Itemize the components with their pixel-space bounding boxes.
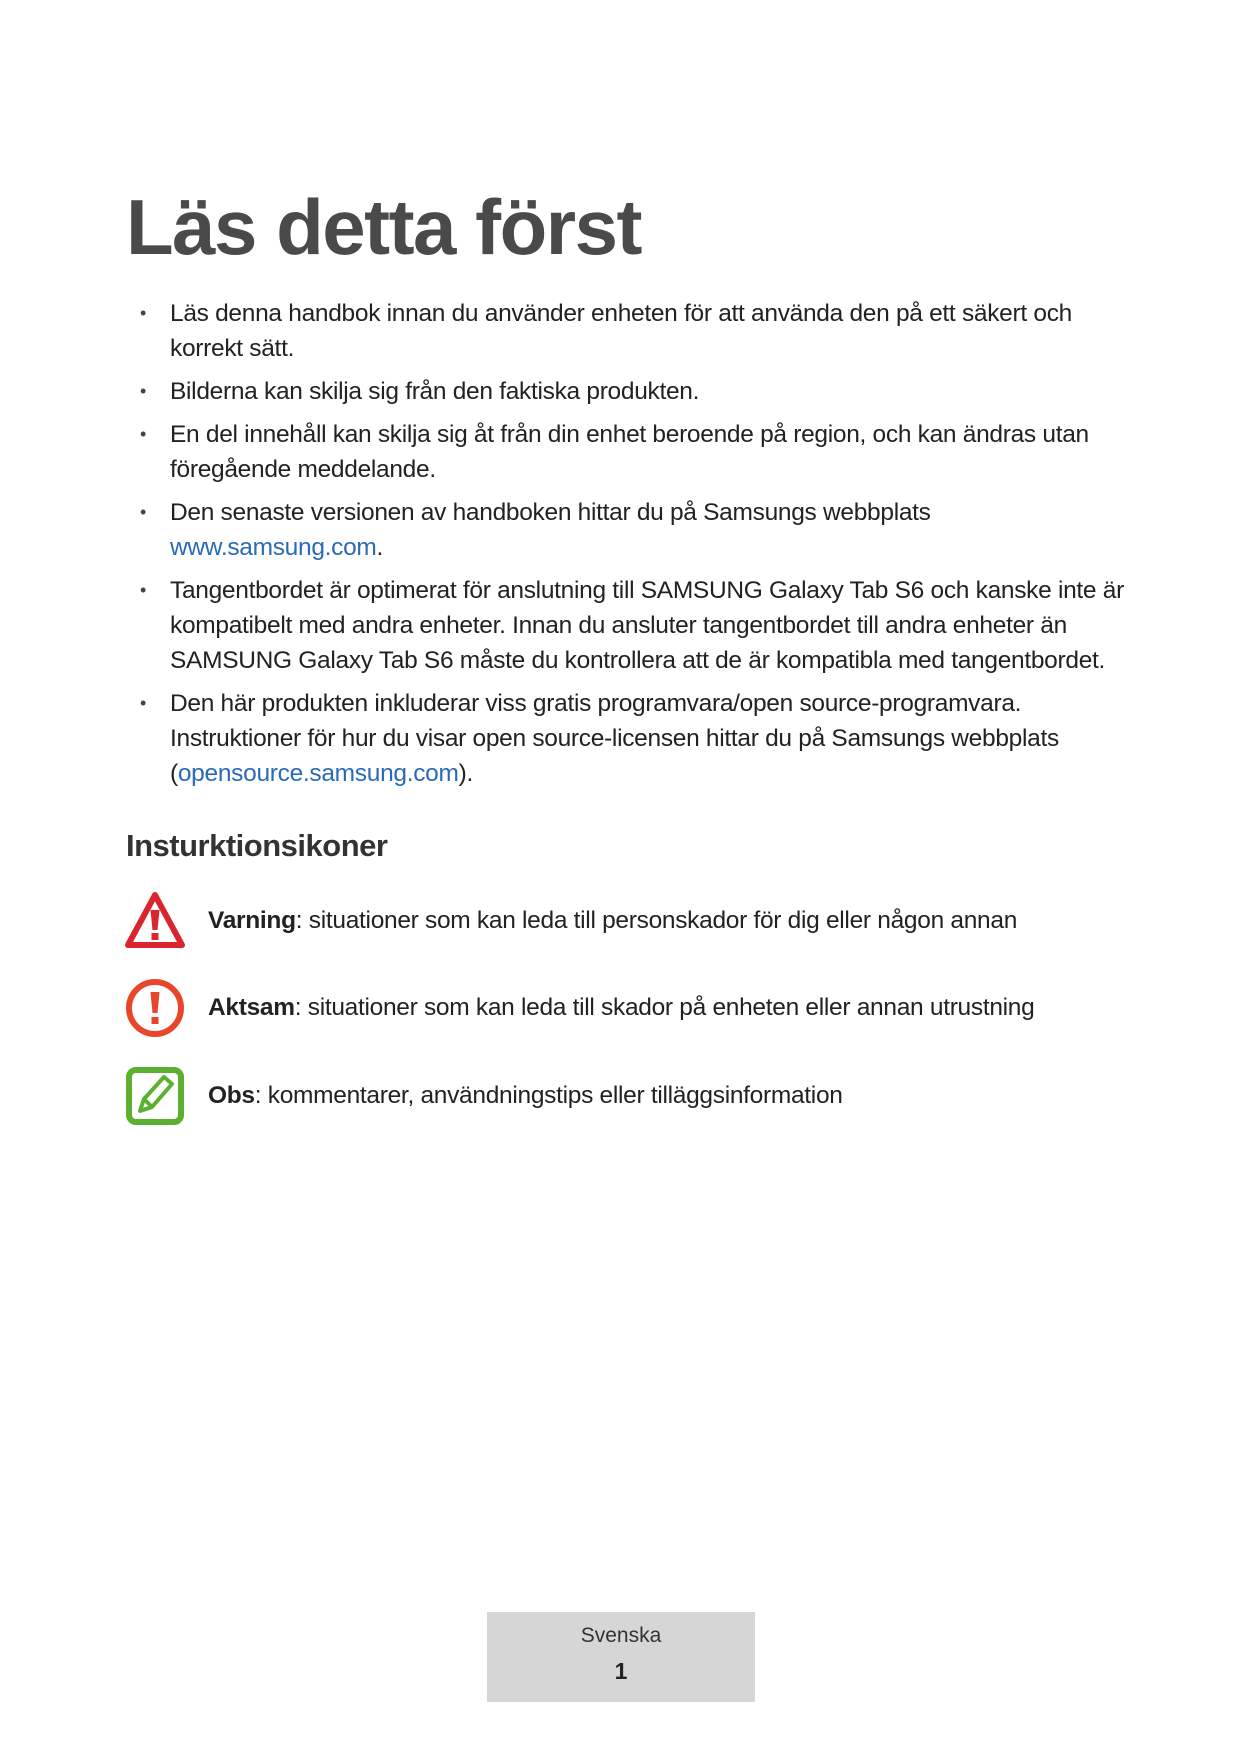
page-number: 1 [614,1658,628,1684]
caution-label: Aktsam [208,994,295,1021]
warning-row [124,890,1124,952]
bullet-icon: • [140,303,147,323]
list-item [140,495,1130,565]
bullet-text-end: . [376,534,384,561]
list-item [140,417,1130,487]
bullet-text: Bilderna kan skilja sig från den faktiska produkten. [170,378,700,405]
caution-separator: : [294,994,302,1021]
warning-description [208,907,1017,935]
list-item [140,374,1130,409]
section-heading: Insturktionsikoner [126,828,388,863]
bullet-text: Den senaste versionen av handboken hittar du på Samsungs webbplats [170,499,931,526]
caution-description [208,994,1034,1022]
page-title: Läs detta först [126,183,641,271]
bullet-text: En del innehåll kan skilja sig åt från din enhet beroende på region, och kan ändras utan föregående meddelande. [170,421,1089,483]
bullet-icon: • [140,424,147,444]
list-item [140,296,1130,366]
bullet-icon: • [140,381,147,401]
note-text: kommentarer, användningstips eller tilläggsinformation [261,1082,843,1109]
bullet-text: Läs denna handbok innan du använder enheten för att använda den på ett säkert och korrekt sätt. [170,300,1072,362]
footer-language: Svenska [580,1624,662,1647]
warning-icon [124,890,186,952]
warning-text: situationer som kan leda till personskador för dig eller någon annan [302,907,1018,934]
note-icon [124,1065,186,1127]
list-item [140,573,1130,678]
note-row [124,1065,1124,1127]
warning-label: Varning [208,907,296,934]
note-description [208,1082,843,1110]
page-footer [487,1612,755,1702]
samsung-website-link[interactable]: www.samsung.com [170,534,377,561]
caution-row [124,977,1124,1039]
bullet-text: Tangentbordet är optimerat för anslutning till SAMSUNG Galaxy Tab S6 och kanske inte är kompatibelt med andra enheter. Innan du ansluter tangentbordet till andra enheter än SAMSUNG Galaxy Tab S6 måste du kontrollera att de är kompatibla med tangentbordet. [170,577,1124,674]
warning-separator: : [295,907,303,934]
note-label: Obs [208,1082,255,1109]
bullet-icon: • [140,693,147,713]
bullet-text: Den här produkten inkluderar viss gratis programvara/open source-programvara. Instruktioner för hur du visar open source-licensen hittar du på Samsungs webbplats ( [170,690,1059,787]
caution-text: situationer som kan leda till skador på enheten eller annan utrustning [301,994,1035,1021]
bullet-icon: • [140,580,147,600]
caution-icon [124,977,186,1039]
intro-bullet-list [140,296,1130,799]
bullet-text-end: ). [458,760,473,787]
bullet-icon: • [140,502,147,522]
list-item [140,686,1130,791]
note-separator: : [254,1082,262,1109]
opensource-website-link[interactable]: opensource.samsung.com [177,760,459,787]
